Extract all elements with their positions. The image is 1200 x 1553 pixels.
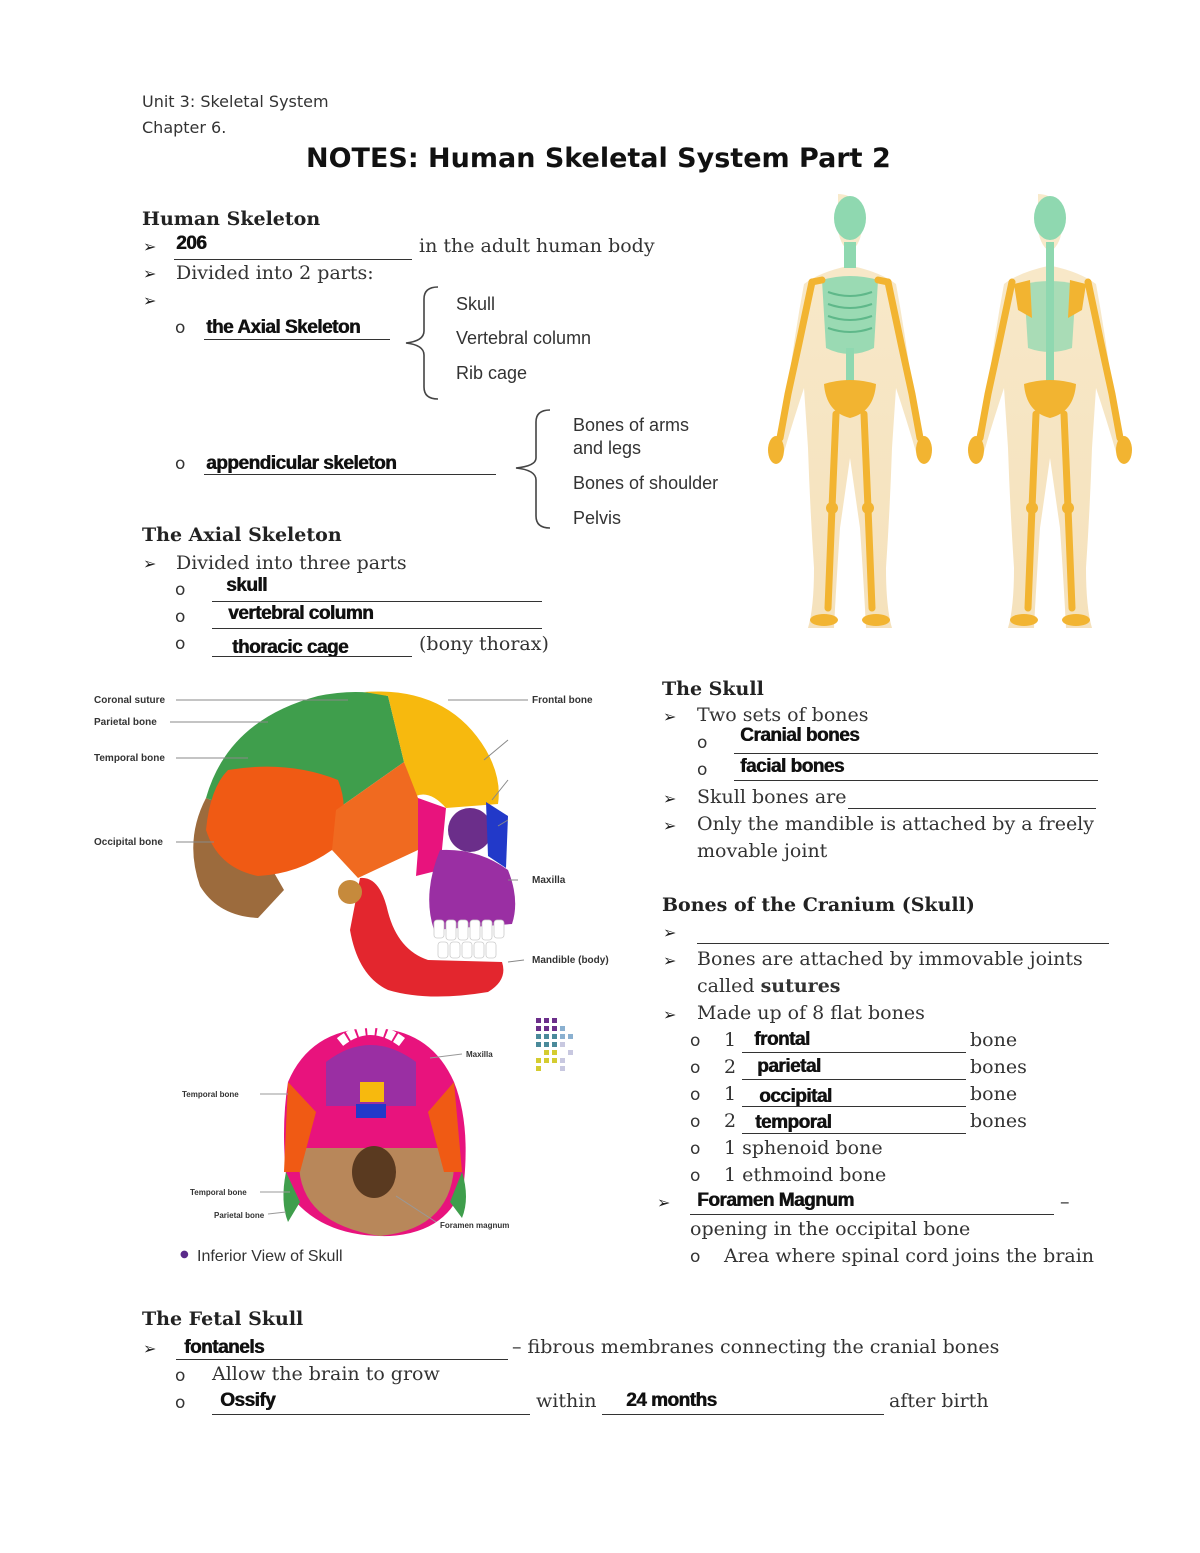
cranium-suffix: bones [970, 1056, 1027, 1078]
circle-bullet-icon: o [175, 1366, 186, 1386]
axial-item-ribcage: Rib cage [456, 363, 528, 383]
arrow-bullet-icon: ➢ [663, 951, 677, 970]
inferior-caption: Inferior View of Skull [197, 1248, 343, 1265]
skull-bones-are: Skull bones are [697, 786, 847, 808]
cranium-answer-temporal: temporal [755, 1112, 832, 1133]
cranium-suffix: bone [970, 1029, 1018, 1051]
inferior-label-parietal: Parietal bone [214, 1211, 265, 1220]
axial-divided-three: Divided into three parts [176, 552, 407, 574]
the-skull-heading: The Skull [662, 678, 764, 700]
skull-set-cranial: Cranial bones [740, 725, 860, 746]
circle-bullet-icon: o [697, 760, 708, 780]
circle-bullet-icon: o [690, 1139, 701, 1159]
cranium-suffix: bone [970, 1083, 1018, 1105]
circle-bullet-icon: o [175, 607, 186, 627]
appendicular-item-pelvis: Pelvis [573, 508, 622, 528]
label-mandible: Mandible (body) [532, 955, 609, 966]
appendicular-answer: appendicular skeleton [206, 453, 397, 474]
answer-blank [734, 753, 1098, 754]
axial-skeleton-heading: The Axial Skeleton [142, 524, 342, 546]
answer-blank [742, 1106, 966, 1107]
axial-part-vertebral: vertebral column [228, 603, 374, 624]
mandible-line-2: movable joint [697, 840, 828, 862]
circle-bullet-icon: o [690, 1031, 701, 1051]
answer-blank [212, 656, 412, 657]
arrow-bullet-icon: ➢ [663, 707, 677, 726]
thoracic-suffix: (bony thorax) [419, 633, 549, 655]
unit-label: Unit 3: Skeletal System [142, 92, 329, 111]
inferior-label-temporal-1: Temporal bone [182, 1090, 239, 1099]
axial-part-skull: skull [226, 575, 267, 596]
answer-blank [734, 780, 1098, 781]
answer-blank [204, 474, 496, 475]
answer-blank [848, 808, 1096, 809]
mandible-line-1: Only the mandible is attached by a freely [697, 813, 1094, 835]
nasal-bone-shape [486, 802, 508, 868]
inferior-label-temporal-2: Temporal bone [190, 1188, 247, 1197]
cranium-bone-count: 1 [724, 1029, 737, 1051]
circle-bullet-icon: o [690, 1247, 701, 1267]
answer-blank [742, 1052, 966, 1053]
skull-inferior-figure [180, 1022, 520, 1242]
label-occipital-bone: Occipital bone [94, 837, 163, 848]
cranium-suffix: bones [970, 1110, 1027, 1132]
circle-bullet-icon: o [697, 733, 708, 753]
arrow-bullet-icon: ➢ [143, 554, 157, 573]
axial-item-vertebral: Vertebral column [456, 328, 592, 348]
answer-blank [174, 259, 412, 260]
dot-grid-decoration-icon [536, 1018, 578, 1076]
appendicular-item-legs: and legs [573, 438, 642, 458]
cranium-bone-count: 2 [724, 1056, 737, 1078]
inferior-label-maxilla: Maxilla [466, 1050, 493, 1059]
divided-two-parts: Divided into 2 parts: [176, 262, 374, 284]
circle-bullet-icon: o [175, 454, 186, 474]
arrow-bullet-icon: ➢ [657, 1193, 671, 1212]
months-answer: 24 months [626, 1390, 717, 1411]
human-skeleton-figure [740, 188, 1150, 634]
circle-bullet-icon: o [175, 634, 186, 654]
sutures-prefix: called [697, 975, 755, 997]
caption-bullet-icon: ● [180, 1249, 189, 1260]
bone-count-answer: 206 [176, 233, 207, 254]
axial-brace-icon [400, 285, 444, 403]
human-skeleton-heading: Human Skeleton [142, 208, 321, 230]
bone-count-suffix: in the adult human body [419, 235, 655, 257]
arrow-bullet-icon: ➢ [663, 923, 677, 942]
temporal-bone-shape [206, 767, 344, 876]
cranium-answer-parietal: parietal [757, 1056, 821, 1077]
circle-bullet-icon: o [690, 1112, 701, 1132]
within-text: within [536, 1390, 597, 1412]
fontanels-answer: fontanels [184, 1337, 264, 1358]
circle-bullet-icon: o [175, 580, 186, 600]
brain-grow: Allow the brain to grow [212, 1363, 440, 1385]
answer-blank [176, 1359, 508, 1360]
circle-bullet-icon: o [175, 318, 186, 338]
skeleton-back [968, 194, 1132, 628]
sutures-line-2 [697, 975, 840, 997]
circle-bullet-icon: o [690, 1085, 701, 1105]
foramen-answer: Foramen Magnum [697, 1190, 854, 1211]
label-maxilla: Maxilla [532, 875, 566, 886]
label-frontal-bone: Frontal bone [532, 695, 593, 706]
answer-blank [697, 943, 1109, 944]
label-parietal-bone: Parietal bone [94, 717, 157, 728]
after-birth-text: after birth [889, 1390, 989, 1412]
appendicular-brace-icon [510, 408, 554, 532]
answer-blank [742, 1133, 966, 1134]
cranium-answer-occipital: occipital [759, 1086, 832, 1107]
circle-bullet-icon: o [175, 1393, 186, 1413]
two-sets-of-bones: Two sets of bones [697, 704, 869, 726]
answer-blank [212, 601, 542, 602]
chapter-label: Chapter 6. [142, 118, 227, 137]
inferior-label-foramen: Foramen magnum [440, 1221, 510, 1230]
arrow-bullet-icon: ➢ [663, 816, 677, 835]
foramen-dash: – [1060, 1191, 1070, 1213]
answer-blank [212, 628, 542, 629]
ethmoid-bone: 1 ethmoind bone [724, 1164, 887, 1186]
answer-blank [742, 1079, 966, 1080]
sutures-line-1: Bones are attached by immovable joints [697, 948, 1083, 970]
axial-item-skull: Skull [456, 294, 496, 314]
cranium-bone-count: 2 [724, 1110, 737, 1132]
skull-set-facial: facial bones [740, 756, 844, 777]
ossify-answer: Ossify [220, 1390, 276, 1411]
cranium-answer-frontal: frontal [754, 1029, 810, 1050]
made-up-of-8: Made up of 8 flat bones [697, 1002, 925, 1024]
arrow-bullet-icon: ➢ [663, 1005, 677, 1024]
cranium-bone-count: 1 [724, 1083, 737, 1105]
arrow-bullet-icon: ➢ [143, 291, 157, 310]
fontanels-description: – fibrous membranes connecting the cranial bones [512, 1336, 1000, 1358]
arrow-bullet-icon: ➢ [143, 237, 157, 256]
skeleton-front [768, 194, 932, 628]
arrow-bullet-icon: ➢ [143, 1339, 157, 1358]
foramen-subpoint: Area where spinal cord joins the brain [724, 1245, 1095, 1267]
appendicular-item-arms: Bones of arms [573, 415, 690, 435]
answer-blank [602, 1414, 884, 1415]
label-temporal-bone: Temporal bone [94, 753, 165, 764]
answer-blank [690, 1214, 1054, 1215]
sphenoid-bone: 1 sphenoid bone [724, 1137, 883, 1159]
axial-part-thoracic: thoracic cage [232, 637, 348, 658]
answer-blank [212, 1414, 530, 1415]
sutures-word: sutures [760, 975, 841, 997]
cranium-heading: Bones of the Cranium (Skull) [662, 894, 975, 916]
fetal-skull-heading: The Fetal Skull [142, 1308, 304, 1330]
arrow-bullet-icon: ➢ [663, 789, 677, 808]
page-title: NOTES: Human Skeletal System Part 2 [306, 143, 891, 174]
circle-bullet-icon: o [690, 1058, 701, 1078]
appendicular-item-shoulder: Bones of shoulder [573, 473, 719, 493]
skull-lateral-figure [88, 680, 628, 1010]
circle-bullet-icon: o [690, 1166, 701, 1186]
foramen-description: opening in the occipital bone [690, 1218, 971, 1240]
answer-blank [204, 339, 390, 340]
arrow-bullet-icon: ➢ [143, 264, 157, 283]
axial-skeleton-answer: the Axial Skeleton [206, 317, 360, 338]
label-coronal-suture: Coronal suture [94, 695, 166, 706]
